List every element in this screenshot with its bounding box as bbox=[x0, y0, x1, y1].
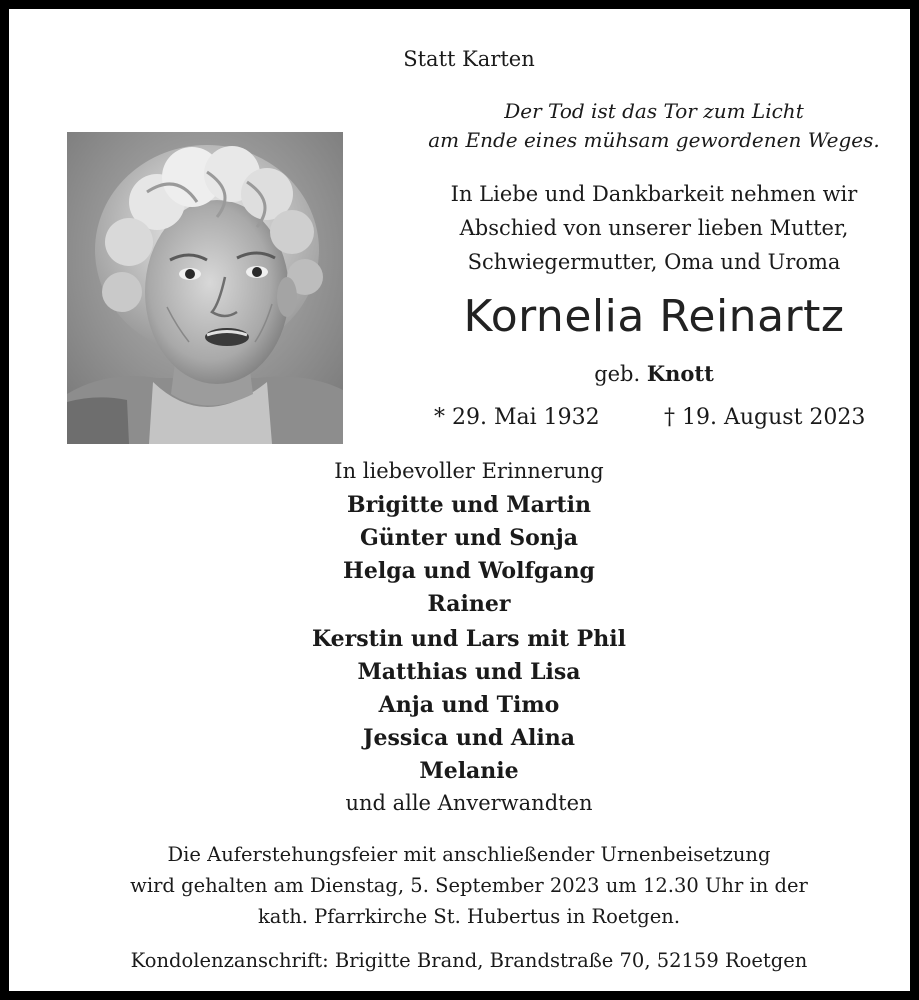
mourner-name: Helga und Wolfgang bbox=[343, 558, 595, 584]
mourner-name: Jessica und Alina bbox=[363, 725, 575, 751]
motto bbox=[409, 97, 899, 155]
intro-line: Schwiegermutter, Oma und Uroma bbox=[467, 250, 841, 274]
ceremony-line: wird gehalten am Dienstag, 5. September 2023 um 12.30 Uhr in der bbox=[130, 874, 808, 897]
maiden-name: Knott bbox=[646, 361, 714, 386]
intro-line: Abschied von unserer lieben Mutter, bbox=[459, 216, 849, 240]
mourner-name: Brigitte und Martin bbox=[346, 492, 591, 518]
grandchildren-list bbox=[219, 623, 719, 788]
maiden-name-line bbox=[409, 361, 899, 386]
intro-line: In Liebe und Dankbarkeit nehmen wir bbox=[450, 182, 858, 206]
motto-line: Der Tod ist das Tor zum Licht bbox=[504, 99, 804, 123]
mourner-name: Melanie bbox=[419, 758, 519, 784]
intro bbox=[409, 177, 899, 279]
mourner-name: Günter und Sonja bbox=[360, 525, 578, 551]
mourner-name: Kerstin und Lars mit Phil bbox=[312, 626, 626, 652]
portrait-photo-graphic bbox=[67, 132, 343, 444]
birth-date: * 29. Mai 1932 bbox=[434, 405, 600, 430]
ceremony-line: kath. Pfarrkirche St. Hubertus in Roetgen. bbox=[257, 905, 681, 928]
portrait-photo bbox=[67, 132, 343, 444]
relatives-line: und alle Anverwandten bbox=[345, 791, 593, 815]
death-date: † 19. August 2023 bbox=[664, 405, 866, 430]
children-list bbox=[219, 489, 719, 621]
deceased-name: Kornelia Reinartz bbox=[463, 291, 845, 342]
maiden-prefix: geb. bbox=[594, 362, 641, 386]
mourner-name: Anja und Timo bbox=[378, 692, 560, 718]
motto-line: am Ende eines mühsam gewordenen Weges. bbox=[428, 128, 880, 152]
memory-line: In liebevoller Erinnerung bbox=[334, 459, 604, 483]
mourner-name: Matthias und Lisa bbox=[357, 659, 581, 685]
header-text: Statt Karten bbox=[403, 47, 535, 71]
ceremony-line: Die Auferstehungsfeier mit anschließender Urnenbeisetzung bbox=[167, 843, 771, 866]
mourner-name: Rainer bbox=[427, 591, 511, 617]
ceremony-info bbox=[69, 839, 869, 932]
condolence-address: Kondolenzanschrift: Brigitte Brand, Brandstraße 70, 52159 Roetgen bbox=[130, 949, 808, 972]
